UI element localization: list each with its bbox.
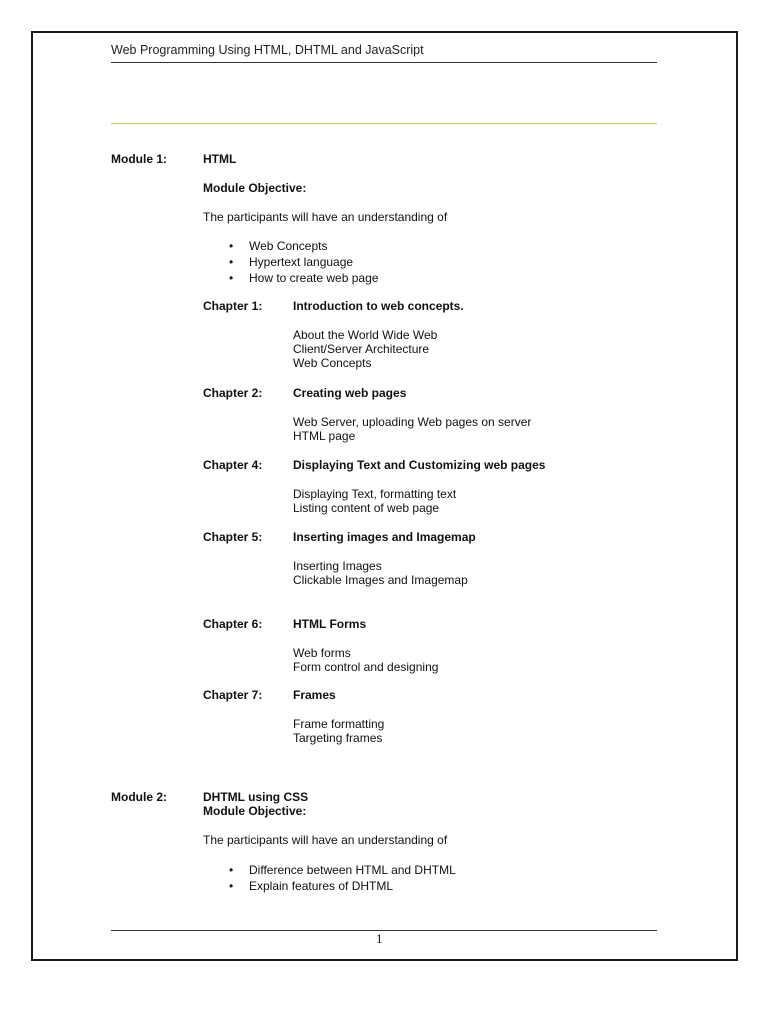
topic-line: Client/Server Architecture: [293, 342, 430, 356]
page-number: 1: [376, 931, 383, 946]
topic-line: Displaying Text, formatting text: [293, 487, 457, 501]
module-1-title: HTML: [203, 152, 237, 166]
footer-rule: [111, 930, 657, 931]
chapter-4-topics: [293, 487, 456, 515]
bullet-icon: •: [229, 863, 234, 877]
module-1-intro: The participants will have an understanding of: [203, 210, 448, 224]
chapter-7-title: Frames: [293, 688, 336, 702]
topic-line: About the World Wide Web: [293, 328, 438, 342]
chapter-6-label: Chapter 6:: [203, 617, 263, 631]
chapter-5-label: Chapter 5:: [203, 530, 263, 544]
topic-line: Web forms: [293, 646, 351, 660]
chapter-2-title: Creating web pages: [293, 386, 407, 400]
topic-line: Frame formatting: [293, 717, 385, 731]
bullet-icon: •: [229, 239, 234, 253]
module-1-label: Module 1:: [111, 152, 167, 166]
chapter-2-topics: [293, 415, 531, 443]
header-rule: [111, 62, 657, 63]
module-1-objective-heading: Module Objective:: [203, 181, 307, 195]
bullet-icon: •: [229, 271, 234, 285]
chapter-5-title: Inserting images and Imagemap: [293, 530, 476, 544]
chapter-5-topics: [293, 559, 468, 587]
chapter-6-topics: [293, 646, 438, 674]
chapter-4-label: Chapter 4:: [203, 458, 263, 472]
chapter-6-title: HTML Forms: [293, 617, 367, 631]
chapter-7-topics: [293, 717, 384, 745]
topic-line: HTML page: [293, 429, 356, 443]
chapter-1-title: Introduction to web concepts.: [293, 299, 464, 313]
topic-line: Targeting frames: [293, 731, 383, 745]
chapter-2-label: Chapter 2:: [203, 386, 263, 400]
topic-line: Web Server, uploading Web pages on server: [293, 415, 532, 429]
topic-line: Form control and designing: [293, 660, 439, 674]
chapter-1-label: Chapter 1:: [203, 299, 263, 313]
topic-line: Clickable Images and Imagemap: [293, 573, 468, 587]
section-divider: [111, 123, 657, 124]
module-2-label: Module 2:: [111, 790, 167, 804]
chapter-4-title: Displaying Text and Customizing web pages: [293, 458, 546, 472]
module-2-title: DHTML using CSS: [203, 790, 309, 804]
page-header-title: Web Programming Using HTML, DHTML and JavaScript: [111, 43, 424, 57]
chapter-1-topics: [293, 328, 437, 370]
bullet-icon: •: [229, 879, 234, 893]
module-2-objective-heading: Module Objective:: [203, 804, 307, 818]
topic-line: Listing content of web page: [293, 501, 440, 515]
bullet-icon: •: [229, 255, 234, 269]
topic-line: Web Concepts: [293, 356, 372, 370]
topic-line: Inserting Images: [293, 559, 382, 573]
chapter-7-label: Chapter 7:: [203, 688, 263, 702]
module-2-intro: The participants will have an understanding of: [203, 833, 448, 847]
